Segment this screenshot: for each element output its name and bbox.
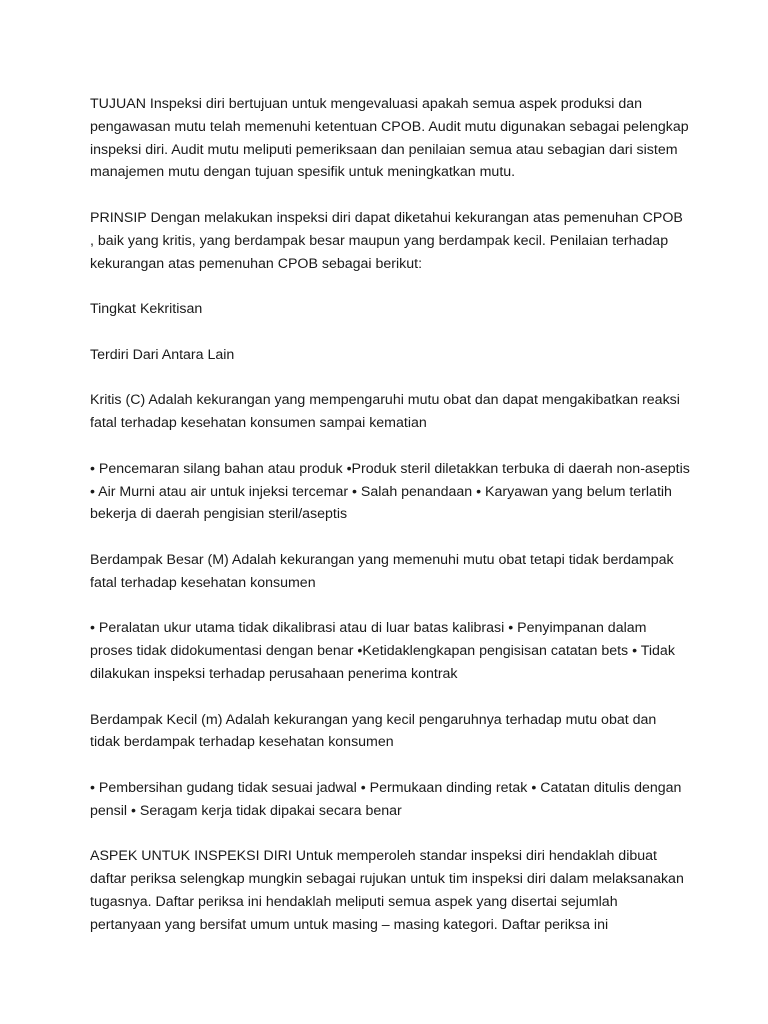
paragraph-berdampak-kecil: Berdampak Kecil (m) Adalah kekurangan yang kecil pengaruhnya terhadap mutu obat dan tidak berdampak terhadap kesehatan konsumen: [90, 711, 657, 751]
paragraph-berdampak-kecil-examples: • Pembersihan gudang tidak sesuai jadwal • Permukaan dinding retak • Catatan ditulis dengan pensil • Seragam kerja tidak dipakai secara benar: [90, 779, 682, 819]
paragraph-berdampak-besar-examples: • Peralatan ukur utama tidak dikalibrasi atau di luar batas kalibrasi • Penyimpanan dalam proses tidak didokumentasi dengan benar •Ketidaklengkapan pengisisan catatan bets • Tidak dilakukan inspeksi terhadap perusahaan penerima kontrak: [90, 620, 675, 682]
paragraph-aspek-inspeksi: ASPEK UNTUK INSPEKSI DIRI Untuk memperoleh standar inspeksi diri hendaklah dibuat daftar periksa selengkap mungkin sebagai rujukan untuk tim inspeksi diri dalam melaksanakan tugasnya. Daftar periksa ini hendaklah meliputi semua aspek yang disertai sejumlah pertanyaan yang bersifat umum untuk masing – masing kategori. Daftar periksa ini: [90, 848, 684, 933]
paragraph-berdampak-besar: Berdampak Besar (M) Adalah kekurangan yang memenuhi mutu obat tetapi tidak berdampak fatal terhadap kesehatan konsumen: [90, 551, 674, 591]
paragraph-tingkat-kekritisan: Tingkat Kekritisan: [90, 301, 203, 318]
paragraph-tujuan: TUJUAN Inspeksi diri bertujuan untuk mengevaluasi apakah semua aspek produksi dan pengawasan mutu telah memenuhi ketentuan CPOB. Audit mutu digunakan sebagai pelengkap inspeksi diri. Audit mutu meliputi pemeriksaan dan penilaian semua atau sebagian dari sistem manajemen mutu dengan tujuan spesifik untuk meningkatkan mutu.: [90, 96, 689, 181]
paragraph-terdiri-dari: Terdiri Dari Antara Lain: [90, 346, 235, 363]
paragraph-kritis: Kritis (C) Adalah kekurangan yang mempengaruhi mutu obat dan dapat mengakibatkan reaksi fatal terhadap kesehatan konsumen sampai kematian: [90, 392, 680, 432]
paragraph-prinsip: PRINSIP Dengan melakukan inspeksi diri dapat diketahui kekurangan atas pemenuhan CPOB , baik yang kritis, yang berdampak besar maupun yang berdampak kecil. Penilaian terhadap kekurangan atas pemenuhan CPOB sebagai berikut:: [90, 209, 683, 272]
paragraph-kritis-examples: • Pencemaran silang bahan atau produk •Produk steril diletakkan terbuka di daerah non-aseptis • Air Murni atau air untuk injeksi tercemar • Salah penandaan • Karyawan yang belum terlatih bekerja di daerah pengisian steril/aseptis: [90, 460, 690, 523]
document-page: [90, 93, 690, 936]
